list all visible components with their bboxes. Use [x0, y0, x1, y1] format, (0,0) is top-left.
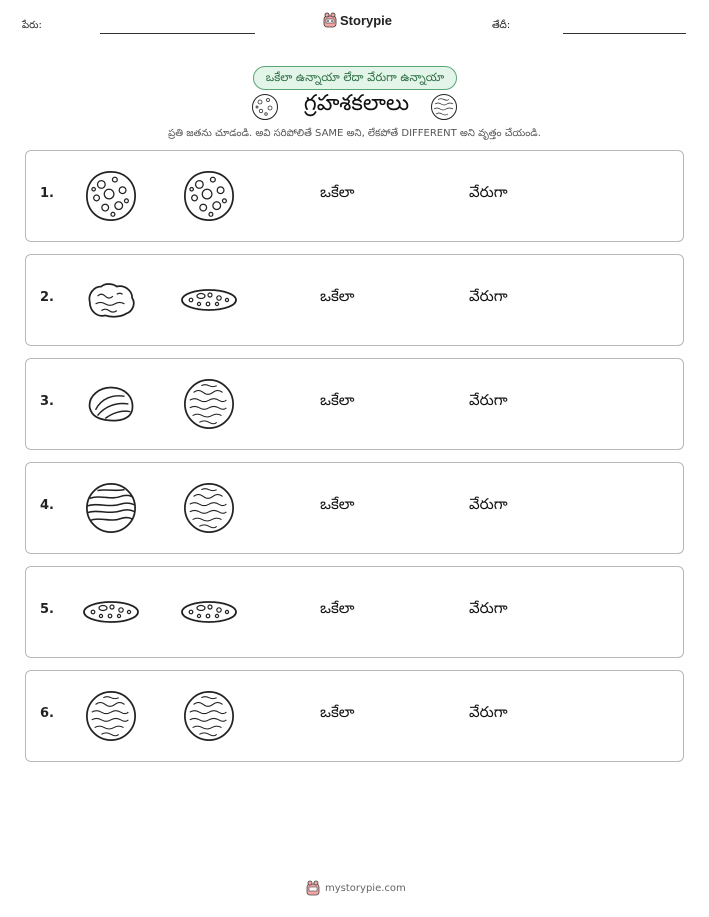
- asteroid-right-round-textured-icon: [182, 689, 236, 743]
- footer: [306, 880, 406, 896]
- asteroid-right-round-textured-icon: [182, 377, 236, 431]
- asteroid-left-flat-cratered-icon: [81, 598, 141, 626]
- question-number: 4.: [40, 498, 54, 513]
- question-number: 6.: [40, 706, 54, 721]
- title-asteroid-left-icon: [251, 93, 279, 121]
- option-same[interactable]: ఒకేలా: [320, 391, 355, 409]
- asteroid-left-lumpy-rock-icon: [84, 280, 138, 320]
- option-same[interactable]: ఒకేలా: [320, 599, 355, 617]
- option-different[interactable]: వేరుగా: [469, 495, 508, 513]
- asteroid-right-round-textured-icon: [182, 481, 236, 535]
- footer-url[interactable]: mystorypie.com: [325, 882, 406, 894]
- instructions: ప్రతి జతను చూడండి. అవి సరిపోలితే SAME అని, లేకపోతే DIFFERENT అని వృత్తం చేయండి.: [168, 128, 541, 139]
- question-number: 2.: [40, 290, 54, 305]
- title-asteroid-right-icon: [430, 93, 458, 121]
- option-same[interactable]: ఒకేలా: [320, 183, 355, 201]
- name-label: పేరు:: [22, 20, 42, 31]
- option-same[interactable]: ఒకేలా: [320, 287, 355, 305]
- storypie-mascot-icon: [323, 12, 337, 28]
- question-number: 3.: [40, 394, 54, 409]
- question-card: [25, 670, 684, 762]
- storypie-logo: [323, 12, 392, 28]
- name-field[interactable]: [100, 33, 255, 34]
- asteroid-left-round-cratered-icon: [84, 169, 138, 223]
- asteroid-left-banded-planet-icon: [84, 481, 138, 535]
- question-number: 5.: [40, 602, 54, 617]
- asteroid-right-flat-cratered-icon: [179, 598, 239, 626]
- question-number: 1.: [40, 186, 54, 201]
- date-field[interactable]: [563, 33, 686, 34]
- storypie-mascot-icon: [306, 880, 320, 896]
- brand-name: Storypie: [340, 12, 393, 28]
- worksheet-title: గ్రహశకలాలు: [303, 91, 410, 116]
- asteroid-left-round-textured-icon: [84, 689, 138, 743]
- question-card: [25, 254, 684, 346]
- question-card: [25, 150, 684, 242]
- option-same[interactable]: ఒకేలా: [320, 495, 355, 513]
- asteroid-right-flat-cratered-icon: [179, 286, 239, 314]
- option-different[interactable]: వేరుగా: [469, 183, 508, 201]
- asteroid-right-round-cratered-icon: [182, 169, 236, 223]
- option-different[interactable]: వేరుగా: [469, 391, 508, 409]
- question-card: [25, 358, 684, 450]
- subtitle-pill: ఒకేలా ఉన్నాయా లేదా వేరుగా ఉన్నాయా: [253, 66, 457, 90]
- question-card: [25, 566, 684, 658]
- option-different[interactable]: వేరుగా: [469, 703, 508, 721]
- question-card: [25, 462, 684, 554]
- asteroid-left-oval-striped-icon: [84, 382, 138, 426]
- date-label: తేదీ:: [492, 20, 511, 31]
- option-same[interactable]: ఒకేలా: [320, 703, 355, 721]
- option-different[interactable]: వేరుగా: [469, 287, 508, 305]
- option-different[interactable]: వేరుగా: [469, 599, 508, 617]
